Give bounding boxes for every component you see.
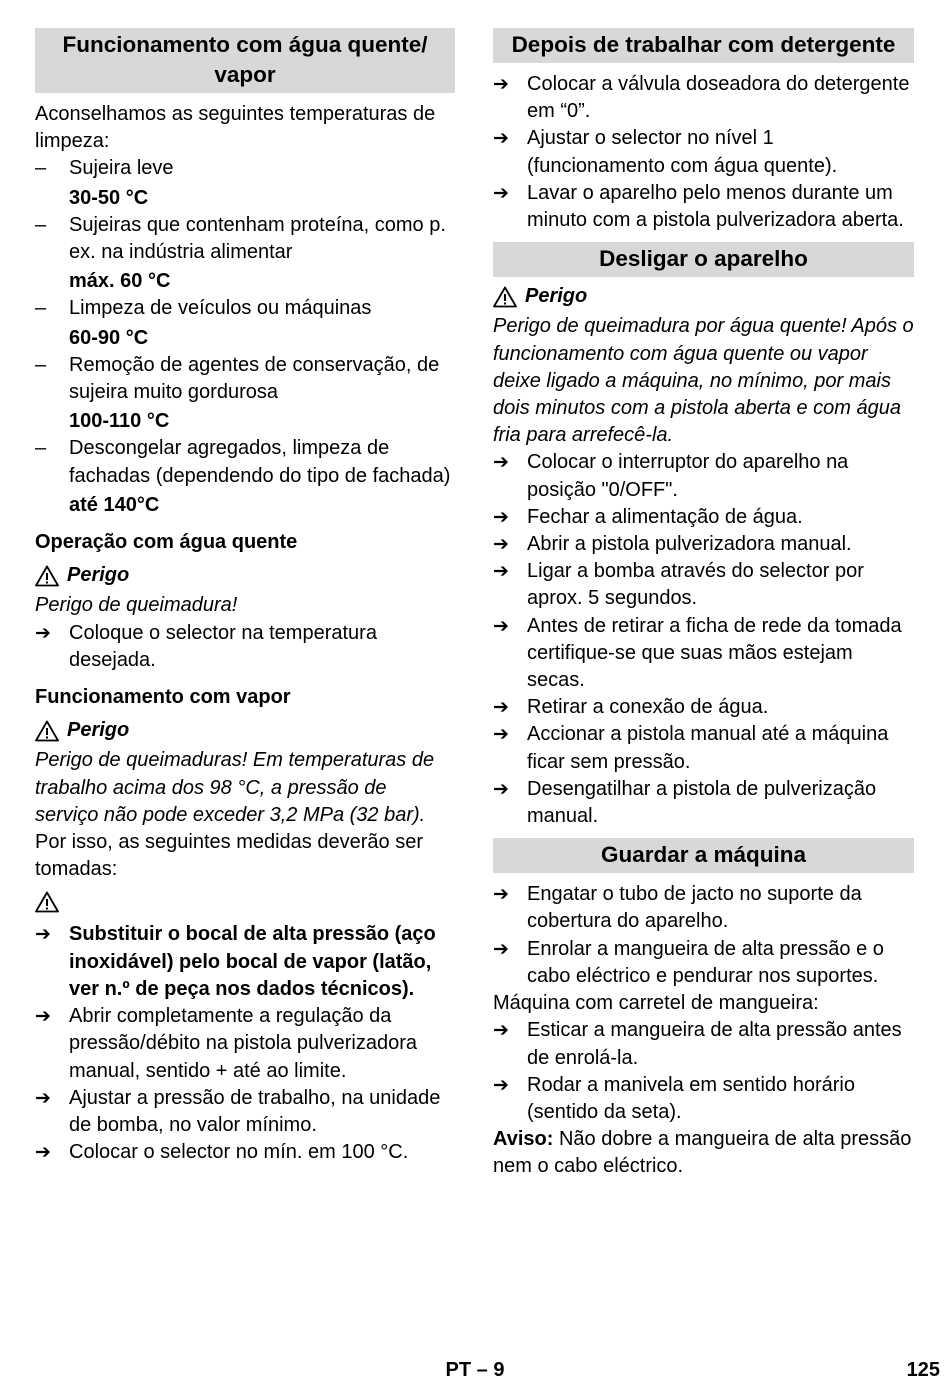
step-item (493, 1017, 914, 1071)
step-text: Accionar a pistola manual até a máquina ficar sem pressão. (527, 723, 889, 773)
arrow-right-icon: ➔ (493, 1020, 509, 1042)
arrow-right-icon: ➔ (493, 452, 509, 474)
arrow-right-icon: ➔ (493, 697, 509, 719)
heading-hot-water-steam: Funcionamento com água quente/ vapor (35, 28, 455, 93)
dash-bullet: – (35, 353, 47, 376)
danger-label: Perigo (67, 564, 130, 587)
measures-intro: Por isso, as seguintes medidas deverão ser tomadas: (35, 831, 423, 881)
step-text: Abrir completamente a regulação da pressão/débito na pistola pulverizadora manual, sentido + até ao limite. (69, 1005, 417, 1082)
temperature-label: Limpeza de veículos ou máquinas (69, 297, 372, 320)
step-item (493, 721, 914, 775)
step-item (493, 776, 914, 830)
temperature-value: 30-50 °C (69, 186, 149, 209)
step-text: Colocar o interruptor do aparelho na posição "0/OFF". (527, 451, 849, 501)
arrow-right-icon: ➔ (493, 534, 509, 556)
step-item (35, 1139, 455, 1166)
arrow-right-icon: ➔ (493, 182, 509, 204)
temperature-label: Sujeira leve (69, 157, 174, 180)
step-text: Retirar a conexão de água. (527, 696, 769, 719)
step-item (493, 613, 914, 695)
temperature-item (35, 352, 455, 436)
step-text: Abrir a pistola pulverizadora manual. (527, 533, 852, 556)
step-item (35, 1085, 455, 1139)
step-item (35, 921, 455, 1003)
step-item (35, 620, 455, 674)
step-item (493, 125, 914, 179)
temperature-label: Remoção de agentes de conservação, de sujeira muito gordurosa (69, 353, 440, 404)
arrow-right-icon: ➔ (493, 778, 509, 800)
step-text: Enrolar a mangueira de alta pressão e o cabo eléctrico e pendurar nos suportes. (527, 937, 884, 987)
step-item (493, 558, 914, 612)
temperature-item (35, 295, 455, 351)
subheading-hot-water: Operação com água quente (35, 531, 298, 554)
temperature-value: até 140°C (69, 493, 160, 516)
warning-triangle-icon (35, 565, 59, 587)
arrow-right-icon: ➔ (35, 622, 51, 644)
danger-label-row (35, 717, 455, 744)
arrow-right-icon: ➔ (493, 724, 509, 746)
temperature-value: 60-90 °C (69, 326, 149, 349)
temperature-item (35, 212, 455, 296)
step-text: Engatar o tubo de jacto no suporte da cobertura do aparelho. (527, 883, 862, 933)
danger-label: Perigo (525, 285, 588, 308)
step-text: Coloque o selector na temperatura desejada. (69, 621, 377, 671)
step-item (493, 449, 914, 503)
temperature-label: Descongelar agregados, limpeza de fachadas (dependendo do tipo de fachada) (69, 437, 451, 487)
warning-triangle-icon (35, 720, 59, 742)
step-item (493, 71, 914, 125)
arrow-right-icon: ➔ (493, 884, 509, 906)
temperature-value: 100-110 °C (69, 410, 170, 433)
arrow-right-icon: ➔ (35, 924, 51, 946)
step-item (493, 936, 914, 990)
note-label: Aviso: (493, 1128, 554, 1151)
step-text: Antes de retirar a ficha de rede da tomada certifique-se que suas mãos estejam secas. (527, 614, 902, 692)
heading-switch-off: Desligar o aparelho (493, 242, 914, 277)
step-item (35, 1003, 455, 1085)
heading-after-detergent: Depois de trabalhar com detergente (493, 28, 914, 63)
step-item (493, 531, 914, 558)
intro-text: Aconselhamos as seguintes temperaturas de limpeza: (35, 103, 436, 153)
dash-bullet: – (35, 157, 47, 180)
step-item (493, 180, 914, 234)
step-text: Colocar a válvula doseadora do detergente em “0”. (527, 73, 910, 123)
dash-bullet: – (35, 297, 47, 320)
step-text: Esticar a mangueira de alta pressão antes de enrolá-la. (527, 1019, 902, 1069)
dash-bullet: – (35, 213, 47, 236)
temperature-item (35, 435, 455, 519)
arrow-right-icon: ➔ (493, 1074, 509, 1096)
step-text: Colocar o selector no mín. em 100 °C. (69, 1141, 409, 1164)
danger-label-row (493, 283, 914, 310)
arrow-right-icon: ➔ (493, 938, 509, 960)
arrow-right-icon: ➔ (35, 1087, 51, 1109)
footer-section-label: PT – 9 (445, 1359, 505, 1381)
warning-row (35, 891, 455, 913)
heading-store-machine: Guardar a máquina (493, 838, 914, 873)
arrow-right-icon: ➔ (35, 1142, 51, 1164)
arrow-right-icon: ➔ (35, 1006, 51, 1028)
arrow-right-icon: ➔ (493, 74, 509, 95)
step-text: Fechar a alimentação de água. (527, 505, 803, 528)
danger-text: Perigo de queimaduras! Em temperaturas de trabalho acima dos 98 °C, a pressão de serviço não pode exceder 3,2 MPa (32 bar). (35, 749, 435, 826)
step-item (493, 694, 914, 721)
page-number: 125 (906, 1359, 940, 1381)
left-column (35, 28, 455, 1166)
temperature-label: Sujeiras que contenham proteína, como p. ex. na indústria alimentar (69, 213, 446, 264)
danger-text: Perigo de queimadura! (35, 594, 238, 617)
hose-reel-text: Máquina com carretel de mangueira: (493, 992, 819, 1015)
note-paragraph (493, 1126, 914, 1180)
danger-label-row (35, 562, 455, 589)
right-column (493, 28, 914, 1181)
step-text: Substituir o bocal de alta pressão (aço inoxidável) pelo bocal de vapor (latão, ver n.º de peça nos dados técnicos). (69, 923, 436, 1000)
arrow-right-icon: ➔ (493, 561, 509, 583)
dash-bullet: – (35, 437, 47, 460)
temperature-value: máx. 60 °C (69, 270, 171, 293)
temperature-list (35, 155, 455, 519)
step-text: Ajustar o selector no nível 1 (funcionamento com água quente). (527, 127, 838, 177)
step-text: Ajustar a pressão de trabalho, na unidade de bomba, no valor mínimo. (69, 1086, 441, 1136)
temperature-item (35, 155, 455, 211)
danger-text: Perigo de queimadura por água quente! Após o funcionamento com água quente ou vapor deixe ligado a máquina, no mínimo, por mais dois minutos com a pistola aberta e com água fria para arrefecê-la. (493, 315, 914, 447)
subheading-steam: Funcionamento com vapor (35, 686, 291, 709)
warning-triangle-icon (35, 891, 59, 913)
arrow-right-icon: ➔ (493, 128, 509, 150)
arrow-right-icon: ➔ (493, 615, 509, 637)
warning-triangle-icon (493, 286, 517, 308)
step-text: Lavar o aparelho pelo menos durante um minuto com a pistola pulverizadora aberta. (527, 181, 904, 232)
step-item (493, 881, 914, 935)
step-text: Desengatilhar a pistola de pulverização manual. (527, 777, 877, 828)
step-item (493, 504, 914, 531)
note-text: Não dobre a mangueira de alta pressão nem o cabo eléctrico. (493, 1128, 912, 1178)
step-item (493, 1072, 914, 1126)
arrow-right-icon: ➔ (493, 506, 509, 528)
step-text: Ligar a bomba através do selector por aprox. 5 segundos. (527, 560, 864, 610)
step-text: Rodar a manivela em sentido horário (sentido da seta). (527, 1073, 855, 1123)
danger-label: Perigo (67, 719, 130, 742)
